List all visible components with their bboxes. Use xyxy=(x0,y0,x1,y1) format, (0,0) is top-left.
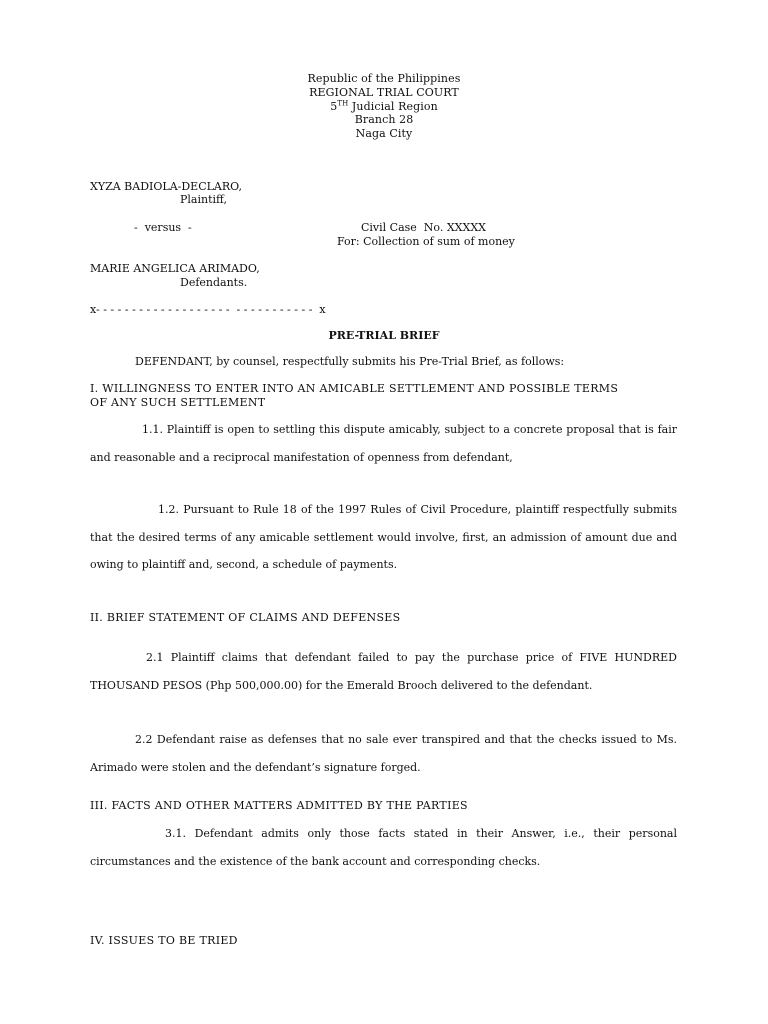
caption-separator: x- - - - - - - - - - - - - - - - - - - - - - - - - - - - - - x xyxy=(90,303,326,316)
defendant-name: MARIE ANGELICA ARIMADO, xyxy=(90,262,260,275)
defendant-role: Defendants. xyxy=(180,276,248,289)
plaintiff-name: XYZA BADIOLA-DECLARO, xyxy=(90,180,243,193)
paragraph-3-1-text: 3.1. Defendant admits only those facts stated in their Answer, i.e., their personal circumstances and the existence of the bank account and corresponding checks. xyxy=(90,827,677,868)
paragraph-1-2 xyxy=(90,496,677,579)
header-region-suffix: TH xyxy=(337,99,349,108)
section2-heading: II. BRIEF STATEMENT OF CLAIMS AND DEFENSES xyxy=(90,611,401,624)
paragraph-1-1-text: 1.1. Plaintiff is open to settling this dispute amicably, subject to a concrete proposal that is fair and reasonable and a reciprocal manifestation of openness from defendant, xyxy=(90,423,677,464)
case-nature: For: Collection of sum of money xyxy=(337,235,515,248)
versus-label: - versus - xyxy=(134,221,192,234)
section1-heading-line1: I. WILLINGNESS TO ENTER INTO AN AMICABLE SETTLEMENT AND POSSIBLE TERMS xyxy=(90,382,619,395)
header-branch: Branch 28 xyxy=(354,113,414,126)
paragraph-2-1-text: 2.1 Plaintiff claims that defendant failed to pay the purchase price of FIVE HUNDRED THOUSAND PESOS (Php 500,000.00) for the Emerald Brooch delivered to the defendant. xyxy=(90,651,677,692)
section4-heading: IV. ISSUES TO BE TRIED xyxy=(90,934,238,947)
paragraph-2-1 xyxy=(90,644,677,699)
case-number: Civil Case No. XXXXX xyxy=(361,221,487,234)
header-region xyxy=(0,100,768,114)
page-title: PRE-TRIAL BRIEF xyxy=(328,329,440,342)
header-region-number: 5 xyxy=(330,100,338,113)
header-region-text: Judicial Region xyxy=(348,100,438,113)
paragraph-3-1 xyxy=(90,820,677,875)
plaintiff-role: Plaintiff, xyxy=(180,193,227,206)
header-city: Naga City xyxy=(355,127,413,140)
intro-text: DEFENDANT, by counsel, respectfully submits his Pre-Trial Brief, as follows: xyxy=(135,355,565,368)
paragraph-2-2-text: 2.2 Defendant raise as defenses that no sale ever transpired and that the checks issued to Ms. Arimado were stolen and the defendant’s signature forged. xyxy=(90,733,677,774)
paragraph-1-1 xyxy=(90,416,677,471)
header-court: REGIONAL TRIAL COURT xyxy=(309,86,459,99)
paragraph-2-2 xyxy=(90,726,677,781)
header-republic: Republic of the Philippines xyxy=(307,72,461,85)
section1-heading-line2: OF ANY SUCH SETTLEMENT xyxy=(90,396,266,409)
section3-heading: III. FACTS AND OTHER MATTERS ADMITTED BY THE PARTIES xyxy=(90,799,468,812)
paragraph-1-2-text: 1.2. Pursuant to Rule 18 of the 1997 Rules of Civil Procedure, plaintiff respectfully submits that the desired terms of any amicable settlement would involve, first, an admission of amount due and owing to plaintiff and, second, a schedule of payments. xyxy=(90,503,677,571)
